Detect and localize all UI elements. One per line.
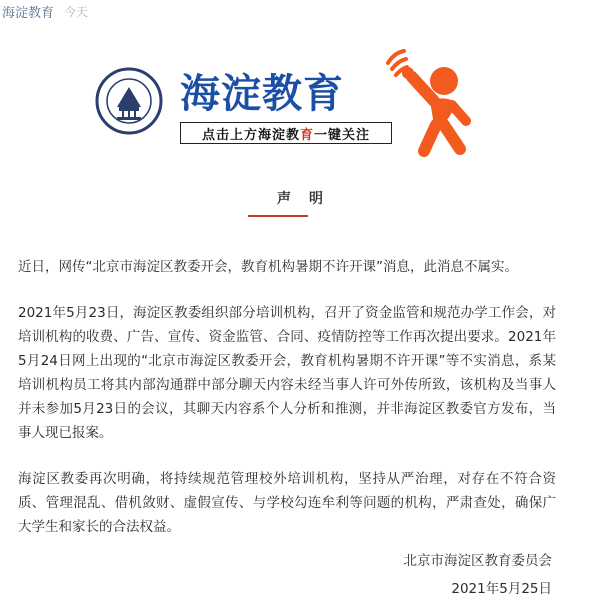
slogan-text-1: 点击上方海淀教 (201, 127, 300, 143)
brand-title: 海淀教育 (180, 71, 344, 117)
notice-paragraph: 海淀区教委再次明确，将持续规范管理校外培训机构，坚持从严治理，对存在不符合资质、管理混乱、借机敛财、虚假宣传、与学校勾连牟利等问题的机构，严肃查处，确保广大学生和家长的合法权益。 (18, 471, 556, 535)
post-time: 今天 (64, 4, 89, 19)
issuer-name: 北京市海淀区教育委员会 (403, 553, 552, 569)
brand-banner (0, 40, 600, 170)
follow-slogan (180, 122, 392, 144)
issue-date: 2021年5月25日 (451, 581, 552, 597)
slogan-accent: 育 (299, 127, 314, 143)
seal-logo-icon (95, 67, 163, 135)
account-name-link[interactable]: 海淀教育 (2, 5, 55, 21)
mascot-icon (380, 45, 472, 157)
notice-heading-wrap (0, 188, 600, 208)
signoff-block (404, 547, 553, 603)
notice-paragraph: 近日，网传“北京市海淀区教委开会，教育机构暑期不许开课”消息，此消息不属实。 (18, 259, 518, 275)
heading-underline (248, 215, 308, 217)
article-meta-bar (0, 0, 600, 22)
notice-heading: 声明 (277, 191, 341, 207)
notice-paragraph: 2021年5月23日，海淀区教委组织部分培训机构，召开了资金监管和规范办学工作会，对培训机构的收费、广告、宣传、资金监管、合同、疫情防控等工作再次提出要求。2021年5月24日网上出现的“北京市海淀区教委开会，教育机构暑期不许开课”等不实消息，系某培训机构员工将其内部沟通群中部分聊天内容未经当事人许可外传所致，该机构及当事人并未参加5月23日的会议，其聊天内容系个人分析和推测，并非海淀区教委官方发布，当事人现已报案。 (18, 305, 556, 441)
slogan-text-2: 一键关注 (314, 127, 371, 143)
notice-body (18, 255, 556, 561)
